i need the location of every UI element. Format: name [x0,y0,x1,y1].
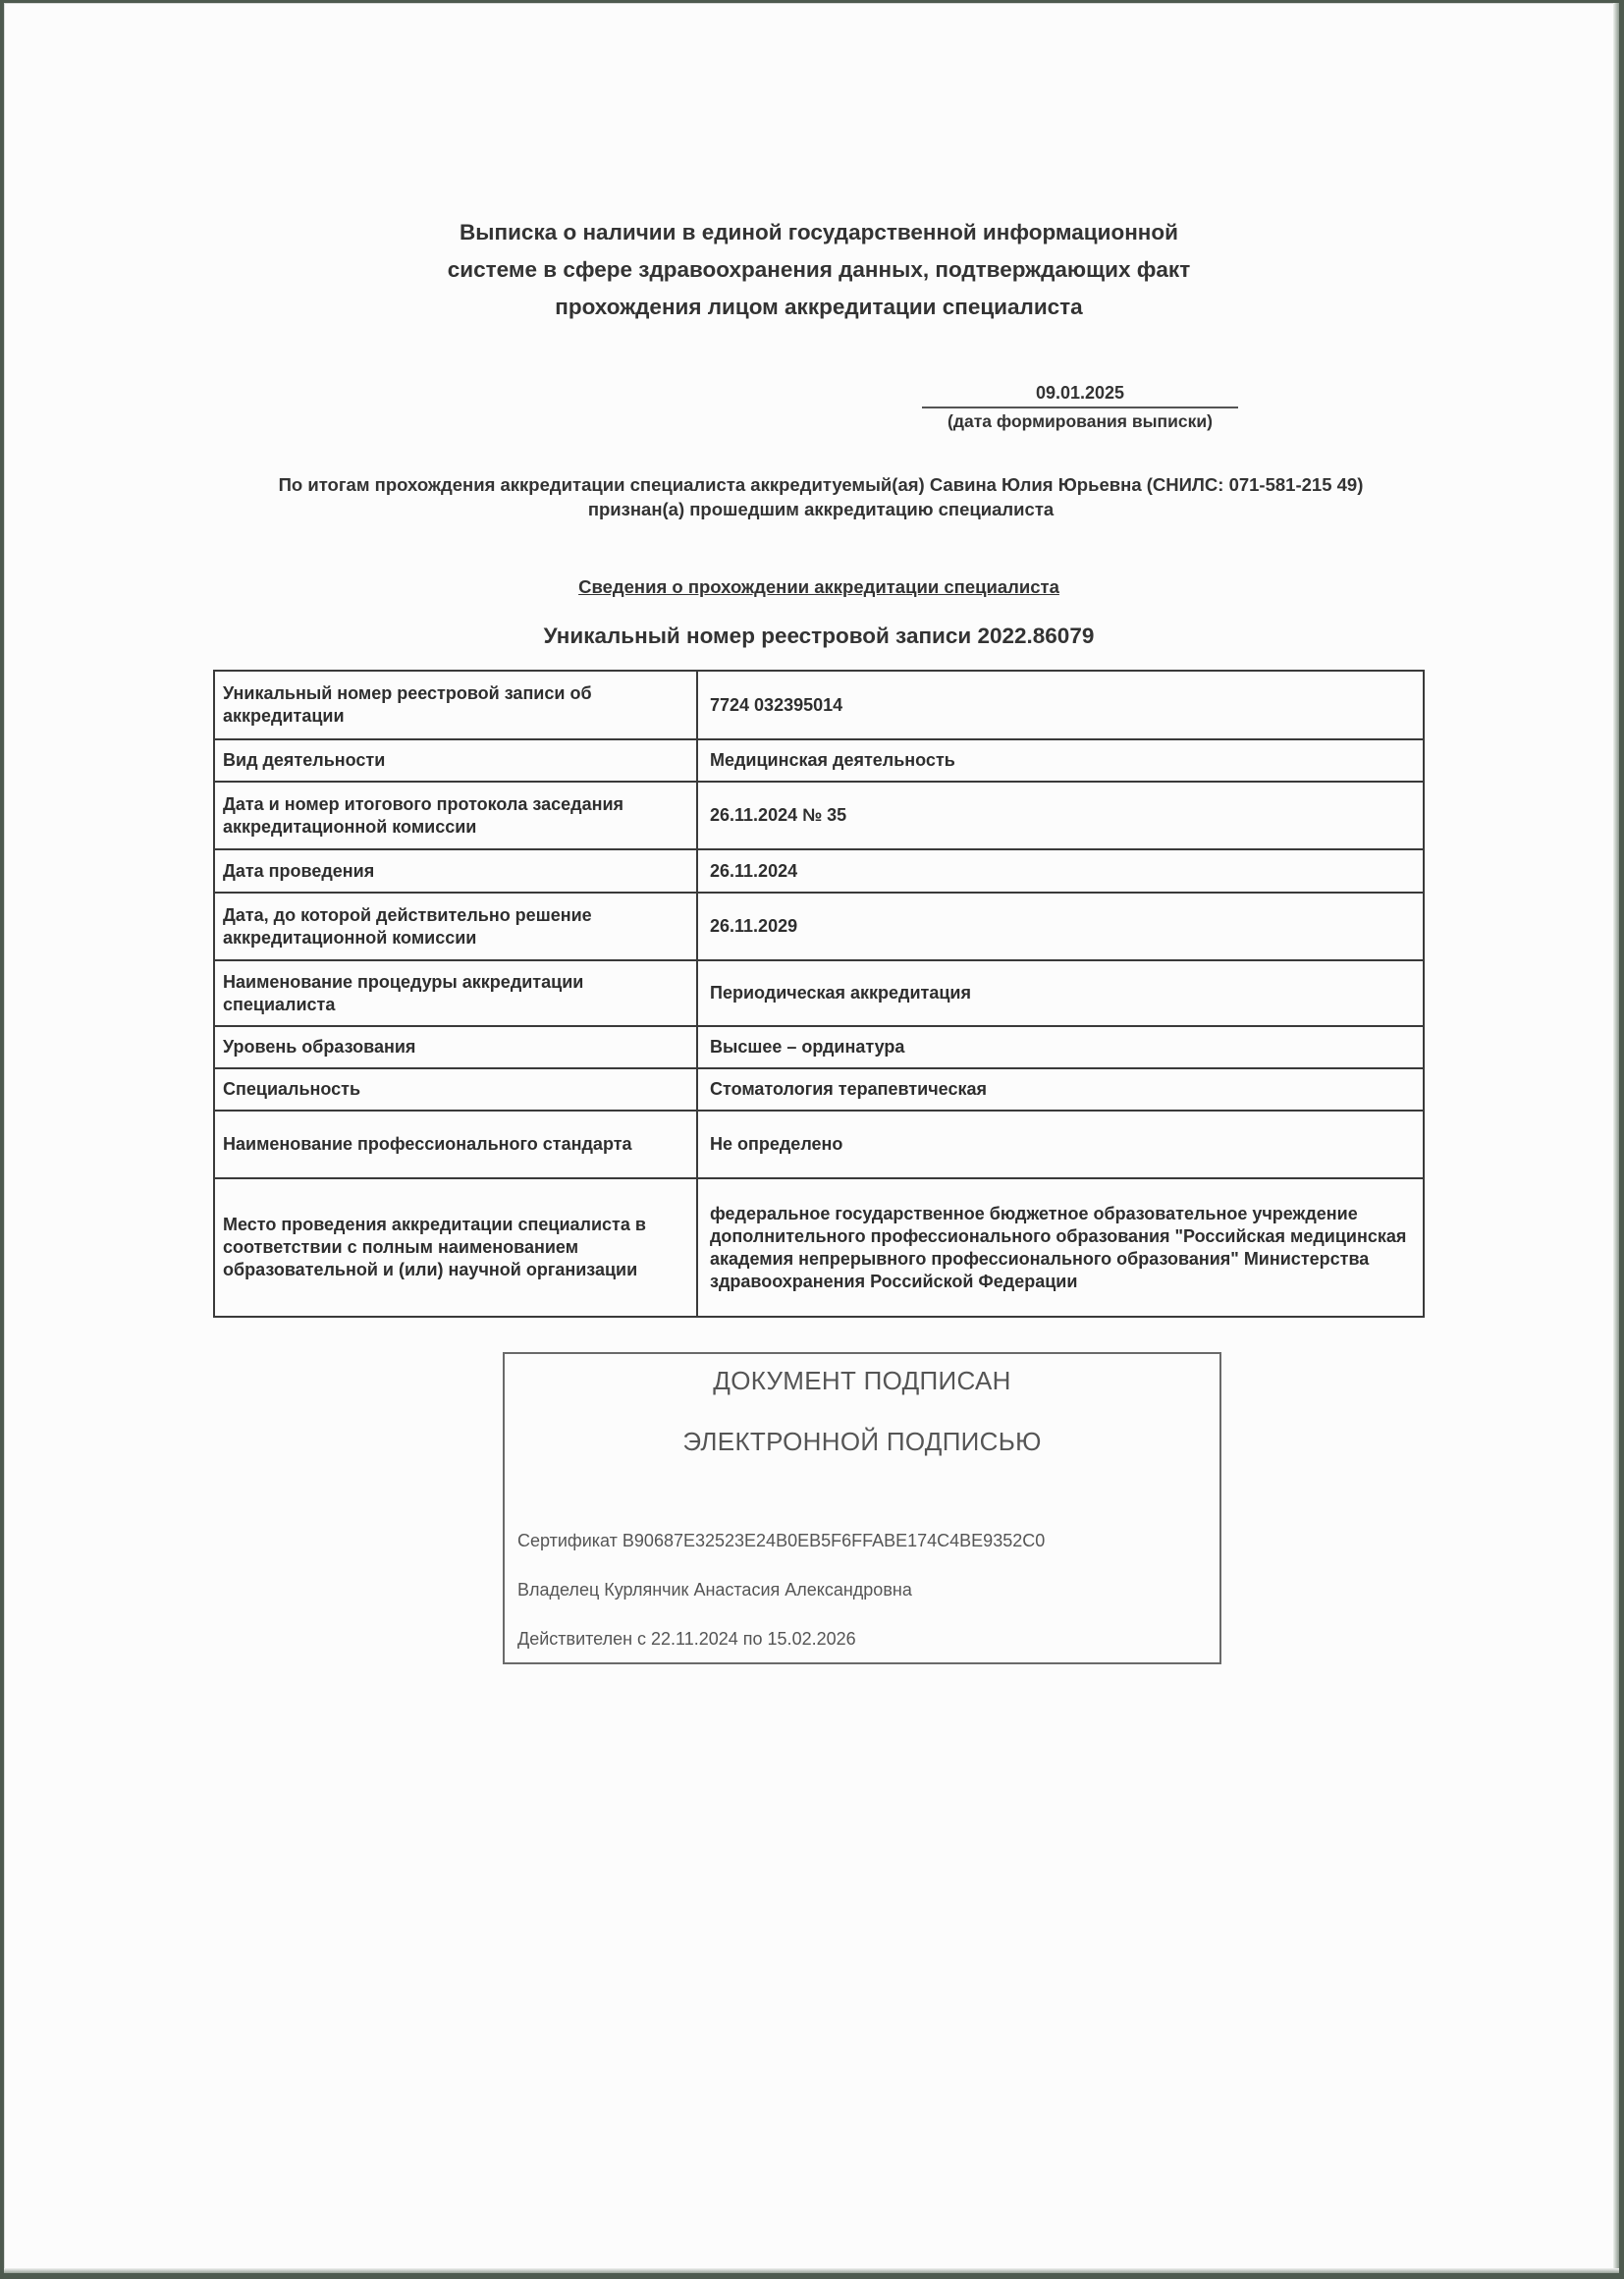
page-edge-right [1613,3,1619,2273]
stamp-title-line-2: ЭЛЕКТРОННОЙ ПОДПИСЬЮ [682,1427,1042,1456]
issue-date-caption: (дата формирования выписки) [947,411,1213,431]
intro-line-1: По итогам прохождения аккредитации специалиста аккредитуемый(ая) Савина Юлия Юрьевна (СНИЛС: 071-581-215 49) [278,474,1364,495]
row-label: Специальность [214,1068,697,1111]
document-title [377,214,1261,326]
row-label: Место проведения аккредитации специалиста в соответствии с полным наименованием образовательной и (или) научной организации [214,1178,697,1317]
row-value: Не определено [697,1111,1424,1178]
table-row [214,1068,1424,1111]
row-label: Дата проведения [214,849,697,893]
registry-number-heading: Уникальный номер реестровой записи 2022.86079 [543,624,1095,648]
document-title-line-3: прохождения лицом аккредитации специалиста [555,295,1083,319]
row-value: федеральное государственное бюджетное образовательное учреждение дополнительного профессионального образования "Российская медицинская академия непрерывного профессионального образования" Министерства здравоохранения Российской Федерации [697,1178,1424,1317]
stamp-validity: Действителен с 22.11.2024 по 15.02.2026 [517,1629,856,1649]
row-value: 26.11.2024 [697,849,1424,893]
row-label: Наименование процедуры аккредитации специалиста [214,960,697,1026]
row-value: Периодическая аккредитация [697,960,1424,1026]
table-row [214,849,1424,893]
intro-line-2: признан(а) прошедшим аккредитацию специалиста [587,499,1055,519]
row-value: 26.11.2024 № 35 [697,782,1424,849]
table-row [214,960,1424,1026]
intro-paragraph [200,472,1441,521]
document-page [4,3,1619,2273]
stamp-certificate: Сертификат B90687E32523E24B0EB5F6FFABE174C4BE9352C0 [517,1531,1046,1550]
page-edge-bottom [4,2268,1619,2273]
row-label: Дата, до которой действительно решение аккредитационной комиссии [214,893,697,960]
accreditation-details-table [213,670,1425,1318]
document-title-line-2: системе в сфере здравоохранения данных, подтверждающих факт [447,257,1191,282]
table-row [214,671,1424,739]
table-row [214,893,1424,960]
row-label: Дата и номер итогового протокола заседания аккредитационной комиссии [214,782,697,849]
issue-date-block [922,381,1238,434]
stamp-owner: Владелец Курлянчик Анастасия Александровна [517,1580,912,1600]
issue-date: 09.01.2025 [922,381,1238,408]
section-heading: Сведения о прохождении аккредитации специалиста [578,576,1059,597]
row-value: 7724 032395014 [697,671,1424,739]
table-row [214,739,1424,782]
document-title-line-1: Выписка о наличии в единой государственной информационной [460,220,1178,244]
row-value: Медицинская деятельность [697,739,1424,782]
row-label: Наименование профессионального стандарта [214,1111,697,1178]
stamp-title-line-1: ДОКУМЕНТ ПОДПИСАН [713,1366,1011,1395]
table-row [214,1026,1424,1068]
row-value: Стоматология терапевтическая [697,1068,1424,1111]
table-row [214,782,1424,849]
row-label: Вид деятельности [214,739,697,782]
electronic-signature-stamp [503,1352,1221,1664]
table-row [214,1111,1424,1178]
row-value: 26.11.2029 [697,893,1424,960]
row-value: Высшее – ординатура [697,1026,1424,1068]
table-row [214,1178,1424,1317]
row-label: Уникальный номер реестровой записи об аккредитации [214,671,697,739]
row-label: Уровень образования [214,1026,697,1068]
